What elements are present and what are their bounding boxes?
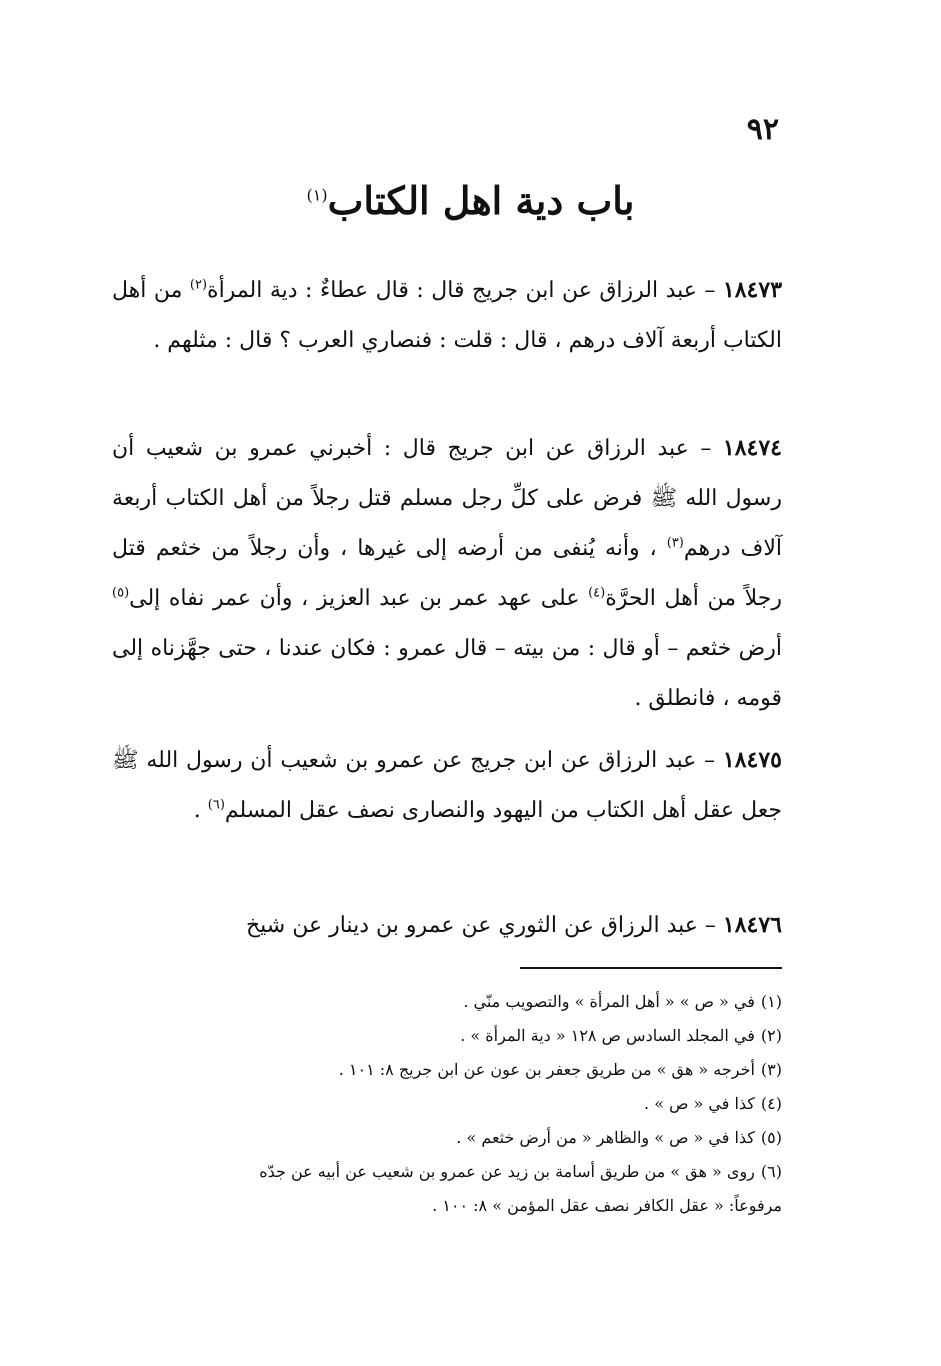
footnote-4 (112, 1087, 782, 1121)
hadith-18476 (112, 900, 782, 951)
footnote-number: (٣) (760, 1060, 782, 1079)
footnote-divider (520, 967, 782, 969)
hadith-number: ١٨٤٧٦ (722, 912, 782, 938)
footnote-text: أخرجه « هق » من طريق جعفر بن عون عن ابن جريج ٨: ١٠١ . (338, 1060, 755, 1079)
hadith-text: على عهد عمر بن عبد العزيز ، وأن عمر نفاه إلى (129, 586, 580, 611)
chapter-footnote-ref: (١) (306, 185, 328, 205)
footnote-number: (٥) (760, 1128, 782, 1147)
footnote-ref: (٥) (112, 585, 130, 601)
footnote-ref: (٤) (588, 585, 606, 601)
hadith-text: – عبد الرزاق عن ابن جريج قال : قال عطاءٌ : دية المرأة (207, 278, 716, 303)
footnote-text: في « ص » « أهل المرأة » والتصويب منّي . (463, 992, 755, 1011)
page-number: ٩٢ (746, 112, 779, 147)
footnote-text: روى « هق » من طريق أسامة بن زيد عن عمرو بن شعيب عن أبيه عن جدّه (259, 1162, 755, 1181)
hadith-text: ، وأنه يُنفى من أرضه إلى غيرها ، وأن رجلاً من خثعم قتل رجلاً من أهل الحرَّة (112, 536, 782, 611)
hadith-text: . (193, 798, 201, 823)
chapter-title (0, 178, 941, 223)
footnote-number: (٢) (760, 1026, 782, 1045)
footnote-2 (112, 1019, 782, 1053)
footnote-3 (112, 1053, 782, 1087)
footnote-ref: (٣) (666, 535, 684, 551)
chapter-title-text: باب دية اهل الكتاب (327, 178, 635, 223)
footnote-number: (١) (760, 992, 782, 1011)
hadith-number: ١٨٤٧٣ (722, 277, 783, 303)
hadith-text: أرض خثعم – أو قال : من بيته – قال عمرو : فكان عندنا ، حتى جهَّزناه إلى قومه ، فانطلق . (112, 636, 782, 711)
footnote-text: كذا في « ص » . (644, 1094, 755, 1113)
hadith-text: – عبد الرزاق عن ابن جريج عن عمرو بن شعيب أن رسول الله ﷺ جعل عقل أهل الكتاب من اليهود والنصارى نصف عقل المسلم (112, 748, 782, 823)
footnote-ref: (٢) (189, 277, 208, 293)
hadith-text: – عبد الرزاق عن ابن جريج قال : أخبرني عمرو بن شعيب أن رسول الله ﷺ فرض على كلِّ رجل مسلم قتل رجلاً من أهل الكتاب أربعة آلاف درهم (112, 436, 782, 561)
footnote-text: كذا في « ص » والظاهر « من أرض خثعم » . (456, 1128, 755, 1147)
footnote-6 (112, 1155, 782, 1189)
footnote-1 (112, 985, 782, 1019)
footnote-text: في المجلد السادس ص ١٢٨ « دية المرأة » . (460, 1026, 755, 1045)
footnote-ref: (٦) (207, 797, 225, 813)
footnote-6-continuation: مرفوعاً: « عقل الكافر نصف عقل المؤمن » ٨: ١٠٠ . (432, 1196, 782, 1215)
hadith-number: ١٨٤٧٤ (722, 435, 782, 461)
footnote-number: (٦) (760, 1162, 782, 1181)
hadith-text: من أهل الكتاب أربعة آلاف درهم ، قال : قلت : فنصاري العرب ؟ قال : مثلهم . (112, 278, 782, 353)
footnotes (112, 985, 782, 1223)
hadith-text: – عبد الرزاق عن الثوري عن عمرو بن دينار عن شيخ (245, 913, 716, 938)
hadith-18474 (112, 423, 782, 724)
hadith-18475 (112, 735, 782, 836)
footnote-5 (112, 1121, 782, 1155)
hadith-18473 (112, 265, 782, 366)
hadith-number: ١٨٤٧٥ (722, 747, 782, 773)
footnote-number: (٤) (760, 1094, 782, 1113)
